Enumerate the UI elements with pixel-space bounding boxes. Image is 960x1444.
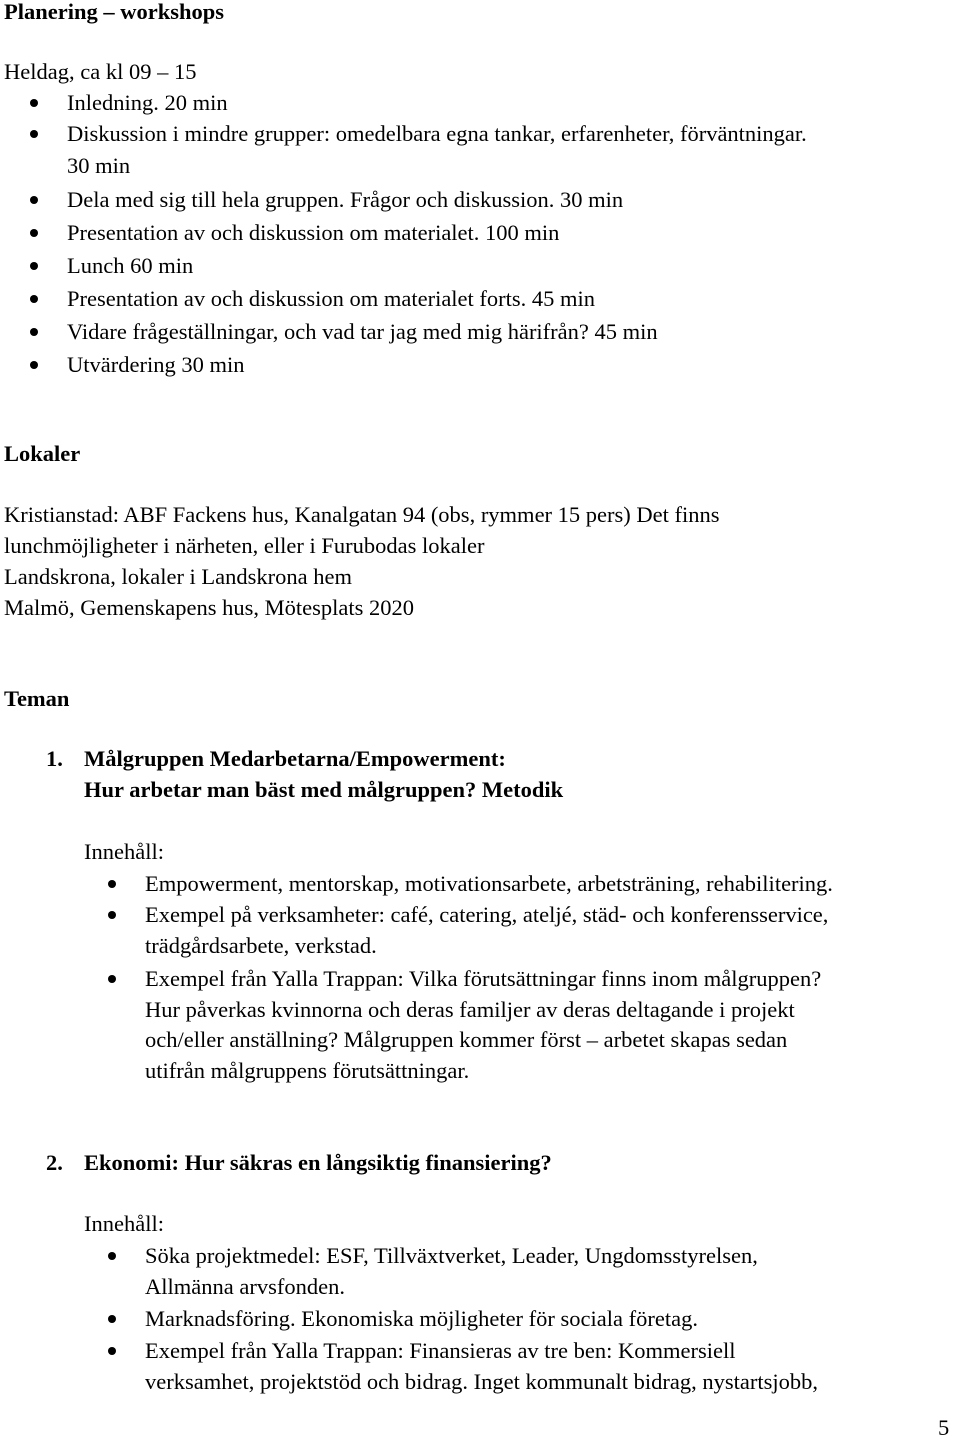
- schedule-intro: Heldag, ca kl 09 – 15: [4, 59, 197, 84]
- section-heading-lokaler: Lokaler: [4, 441, 81, 466]
- bullet-icon: [108, 975, 116, 983]
- section-title: Målgruppen Medarbetarna/Empowerment:: [84, 746, 506, 771]
- bullet-icon: [30, 196, 38, 204]
- bullet-icon: [30, 99, 38, 107]
- section-number: 2.: [46, 1150, 63, 1175]
- bullet-icon: [108, 1347, 116, 1355]
- bullet-icon: [108, 1252, 116, 1260]
- bullet-icon: [108, 911, 116, 919]
- bullet-icon: [30, 295, 38, 303]
- bullet-icon: [30, 361, 38, 369]
- page-title: Planering – workshops: [4, 0, 225, 24]
- bullet-icon: [30, 262, 38, 270]
- section-number: 1.: [46, 746, 63, 771]
- bullet-icon: [108, 1315, 116, 1323]
- content-label: Innehåll:: [84, 1211, 164, 1236]
- bullet-icon: [30, 130, 38, 138]
- page-number: 5: [938, 1415, 950, 1440]
- bullet-icon: [30, 328, 38, 336]
- content-label: Innehåll:: [84, 839, 164, 864]
- section-title: Hur arbetar man bäst med målgruppen? Metodik: [84, 777, 564, 802]
- section-title: Ekonomi: Hur säkras en långsiktig finansiering?: [84, 1150, 552, 1175]
- section-heading-teman: Teman: [4, 686, 70, 711]
- bullet-icon: [108, 880, 116, 888]
- bullet-icon: [30, 229, 38, 237]
